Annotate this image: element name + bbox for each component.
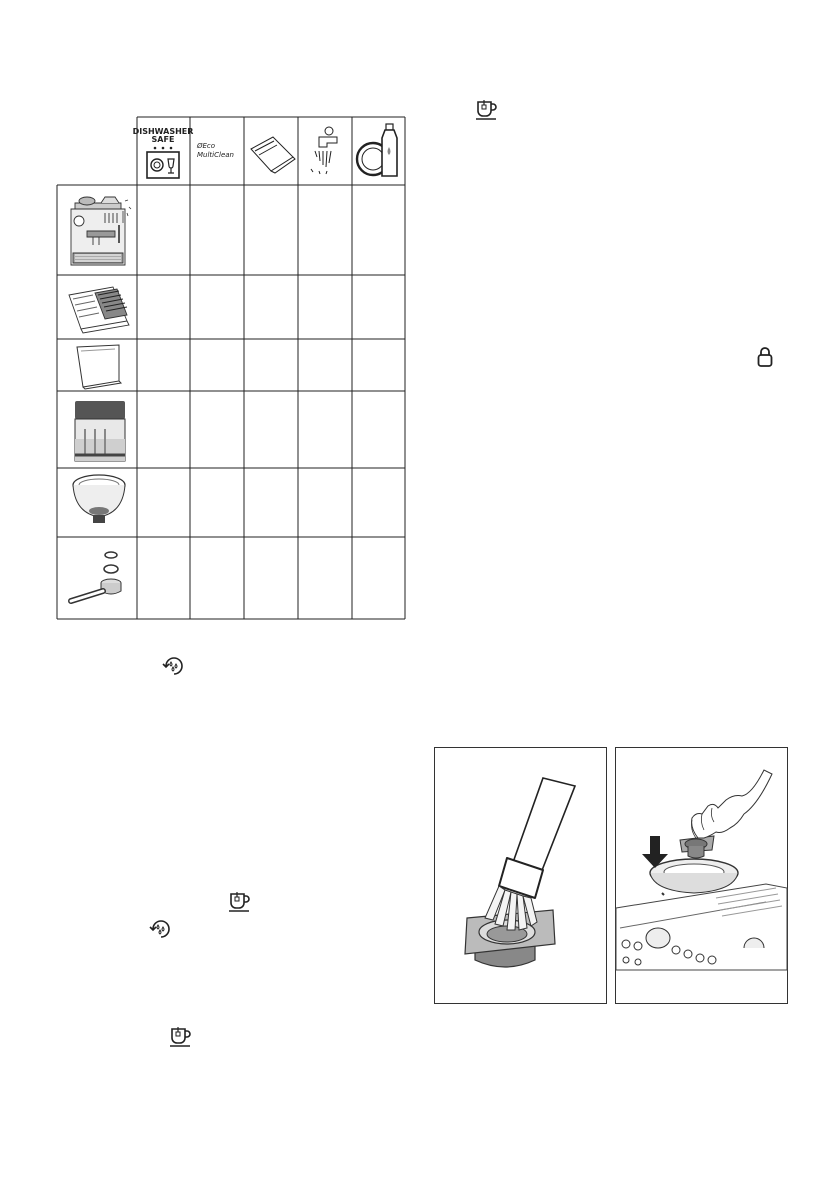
drip-tray-cover-icon (77, 345, 121, 389)
coffee-machine-icon (71, 197, 131, 265)
cloth-icon (251, 137, 295, 173)
care-table (57, 117, 405, 619)
water-tank-icon (75, 401, 125, 461)
eco-multiclean-icon (196, 142, 234, 159)
dish-soap-icon (357, 124, 397, 176)
dishwasher-safe-icon (133, 127, 194, 178)
bean-container-icon (73, 475, 125, 523)
rinse-cycle-icon (162, 654, 186, 678)
tap-water-icon (311, 127, 337, 174)
drip-tray-grid-icon (69, 287, 129, 333)
dishwasher-label-line1: DISHWASHER (132, 127, 194, 136)
rinse-cycle-icon (149, 917, 173, 941)
grinder-ring-removal-illustration (615, 747, 788, 1004)
eco-label-line1: ØEco (197, 142, 216, 150)
lock-icon (757, 346, 773, 368)
dishwasher-label-line2: SAFE (151, 135, 175, 144)
eco-label-line2: MultiClean (197, 151, 234, 159)
brush-cleaning-illustration (434, 747, 607, 1004)
cup-icon (169, 1025, 193, 1047)
cup-icon (228, 890, 252, 912)
portafilter-parts-icon (71, 552, 121, 601)
cup-icon (475, 98, 499, 120)
care-table-grid (57, 117, 405, 619)
